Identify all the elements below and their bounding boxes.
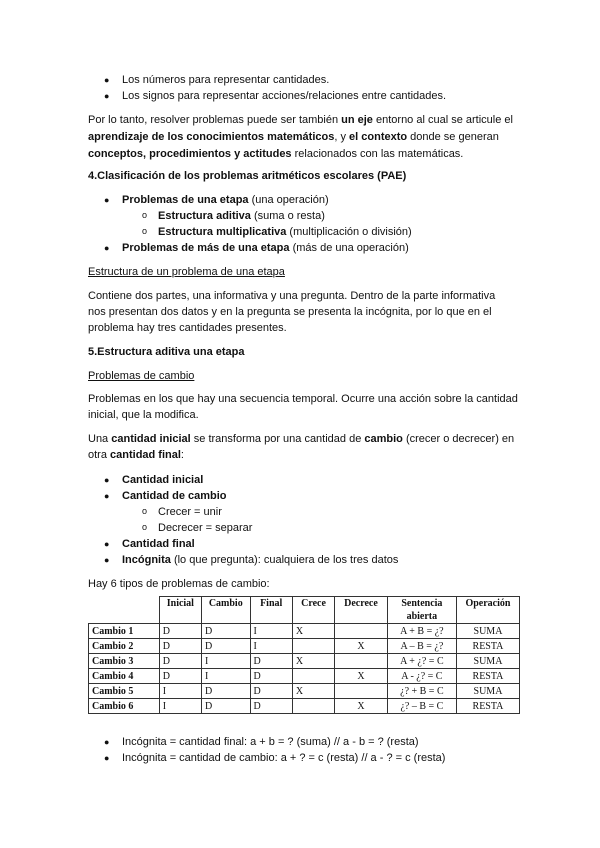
table-header: Cambio	[202, 597, 251, 624]
table-cell	[335, 684, 388, 699]
table-cell: SUMA	[456, 684, 519, 699]
sub-bullet-icon: o	[142, 522, 148, 532]
table-cell	[292, 639, 334, 654]
bullet-icon: ●	[104, 475, 110, 485]
table-cell: X	[335, 699, 388, 714]
table-cell: I	[250, 624, 292, 639]
table-cell: A - ¿? = C	[387, 669, 456, 684]
table-cell: D	[250, 654, 292, 669]
paragraph-line: Una cantidad inicial se transforma por una cantidad de cambio (crecer o decrecer) en	[88, 433, 515, 445]
list-item: Cantidad inicial	[122, 474, 204, 486]
table-cell: I	[159, 699, 201, 714]
table-row	[89, 639, 520, 654]
table-cell: I	[250, 639, 292, 654]
table-cell: D	[202, 684, 251, 699]
list-item: Crecer = unir	[158, 506, 222, 518]
table-cell: RESTA	[456, 669, 519, 684]
table-cell	[292, 669, 334, 684]
subheading: Estructura de un problema de una etapa	[88, 266, 285, 278]
table-cell: RESTA	[456, 699, 519, 714]
list-item: Cantidad final	[122, 538, 195, 550]
list-item: Incógnita = cantidad de cambio: a + ? = c (resta) // a - ? = c (resta)	[122, 752, 446, 764]
section-title: 4.Clasificación de los problemas aritméticos escolares (PAE)	[88, 170, 407, 182]
paragraph-line: Por lo tanto, resolver problemas puede ser también un eje entorno al cual se articule el	[88, 114, 513, 126]
paragraph-line: otra cantidad final:	[88, 449, 184, 461]
table-cell: A – B = ¿?	[387, 639, 456, 654]
table-cell	[335, 654, 388, 669]
table-cell: D	[202, 639, 251, 654]
table-cell: D	[159, 669, 201, 684]
table-cell: SUMA	[456, 654, 519, 669]
list-item: Estructura aditiva (suma o resta)	[158, 210, 325, 222]
table-cell: I	[202, 669, 251, 684]
bullet-icon: ●	[104, 75, 110, 85]
table-cell: SUMA	[456, 624, 519, 639]
table-cell: D	[159, 654, 201, 669]
paragraph-line: Contiene dos partes, una informativa y una pregunta. Dentro de la parte informativa	[88, 290, 496, 302]
table-cell: X	[335, 669, 388, 684]
bullet-icon: ●	[104, 753, 110, 763]
paragraph-line: nos presentan dos datos y en la pregunta se presenta la incógnita, por lo que en el	[88, 306, 492, 318]
subheading: Problemas de cambio	[88, 370, 195, 382]
paragraph-line: aprendizaje de los conocimientos matemáticos, y el contexto donde se generan	[88, 131, 499, 143]
table-cell: Cambio 2	[89, 639, 160, 654]
table-row	[89, 684, 520, 699]
table-header: Operación	[456, 597, 519, 624]
table-cell: D	[250, 684, 292, 699]
table-cell: A + B = ¿?	[387, 624, 456, 639]
bullet-icon: ●	[104, 243, 110, 253]
table-cell: D	[250, 669, 292, 684]
list-item: Los números para representar cantidades.	[122, 74, 330, 86]
table-cell: X	[292, 684, 334, 699]
list-item: Problemas de más de una etapa (más de una operación)	[122, 242, 409, 254]
sub-bullet-icon: o	[142, 210, 148, 220]
table-header	[89, 597, 160, 624]
bullet-icon: ●	[104, 491, 110, 501]
table-cell: Cambio 5	[89, 684, 160, 699]
table-header: Inicial	[159, 597, 201, 624]
table-cell: X	[335, 639, 388, 654]
table-cell: ¿? – B = C	[387, 699, 456, 714]
table-header-row	[89, 597, 520, 624]
table-cell: Cambio 6	[89, 699, 160, 714]
list-item: Problemas de una etapa (una operación)	[122, 194, 329, 206]
paragraph-line: Problemas en los que hay una secuencia temporal. Ocurre una acción sobre la cantidad	[88, 393, 518, 405]
table-cell: RESTA	[456, 639, 519, 654]
paragraph-line: inicial, que la modifica.	[88, 409, 199, 421]
list-item: Los signos para representar acciones/relaciones entre cantidades.	[122, 90, 447, 102]
table-header: Final	[250, 597, 292, 624]
list-item: Cantidad de cambio	[122, 490, 227, 502]
table-cell: D	[202, 624, 251, 639]
table-header: Sentencia abierta	[387, 597, 456, 624]
table-cell: D	[202, 699, 251, 714]
paragraph-line: conceptos, procedimientos y actitudes relacionados con las matemáticas.	[88, 148, 464, 160]
list-item: Incógnita = cantidad final: a + b = ? (suma) // a - b = ? (resta)	[122, 736, 419, 748]
table-cell: D	[159, 624, 201, 639]
table-header: Crece	[292, 597, 334, 624]
table-row	[89, 624, 520, 639]
table-cell: I	[159, 684, 201, 699]
sub-bullet-icon: o	[142, 506, 148, 516]
table-cell: X	[292, 624, 334, 639]
table-cell: A + ¿? = C	[387, 654, 456, 669]
table-row	[89, 654, 520, 669]
table-cell: D	[250, 699, 292, 714]
cambio-table	[88, 596, 520, 714]
bullet-icon: ●	[104, 91, 110, 101]
table-cell: I	[202, 654, 251, 669]
list-item: Estructura multiplicativa (multiplicación o división)	[158, 226, 412, 238]
table-cell: Cambio 1	[89, 624, 160, 639]
list-item: Incógnita (lo que pregunta): cualquiera de los tres datos	[122, 554, 399, 566]
bullet-icon: ●	[104, 195, 110, 205]
table-cell: ¿? + B = C	[387, 684, 456, 699]
paragraph-line: problema hay tres cantidades presentes.	[88, 322, 287, 334]
paragraph-line: Hay 6 tipos de problemas de cambio:	[88, 578, 270, 590]
table-cell	[292, 699, 334, 714]
table-cell	[335, 624, 388, 639]
table-cell: Cambio 3	[89, 654, 160, 669]
table-header: Decrece	[335, 597, 388, 624]
bullet-icon: ●	[104, 539, 110, 549]
table-row	[89, 669, 520, 684]
bullet-icon: ●	[104, 737, 110, 747]
sub-bullet-icon: o	[142, 226, 148, 236]
table-cell: X	[292, 654, 334, 669]
table-row	[89, 699, 520, 714]
list-item: Decrecer = separar	[158, 522, 253, 534]
bullet-icon: ●	[104, 555, 110, 565]
section-title: 5.Estructura aditiva una etapa	[88, 346, 245, 358]
table-cell: D	[159, 639, 201, 654]
table-cell: Cambio 4	[89, 669, 160, 684]
